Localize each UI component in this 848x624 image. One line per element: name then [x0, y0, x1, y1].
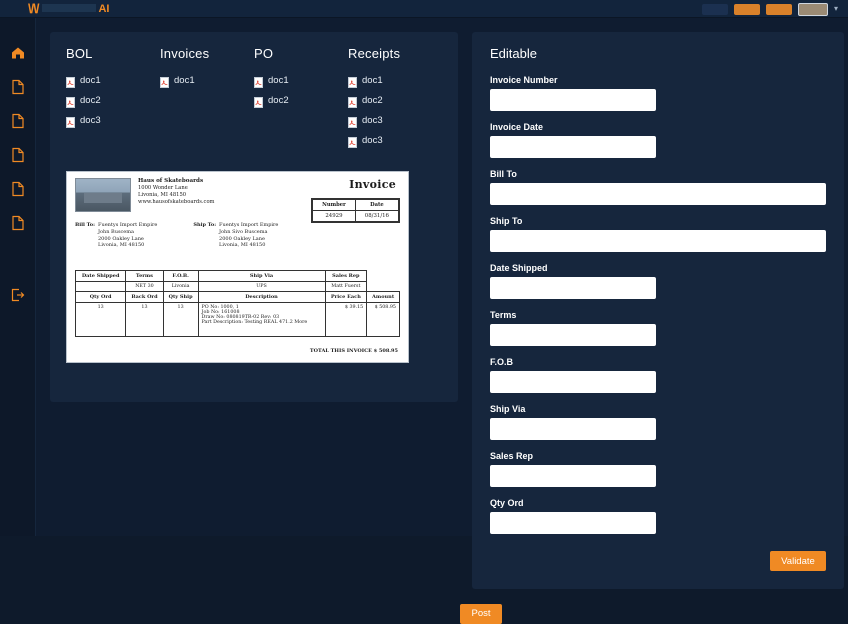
val-terms: NET 30	[126, 282, 163, 292]
list-item-label: doc2	[80, 95, 101, 106]
sidebar-item-documents-5[interactable]	[9, 214, 27, 232]
val-ship-via: UPS	[198, 282, 325, 292]
cell-back-ord: 13	[126, 303, 163, 337]
col-qty-ship: Qty Ship	[163, 292, 198, 303]
field-sales-rep	[490, 451, 656, 487]
topbar-chip-1[interactable]	[702, 4, 728, 15]
list-item[interactable]	[66, 95, 160, 106]
ship-to-lines	[219, 222, 278, 249]
field-date-shipped	[490, 263, 656, 299]
doc-column-receipts	[348, 46, 442, 155]
brand-bar	[42, 4, 96, 12]
pdf-icon	[348, 135, 357, 146]
logout-icon[interactable]	[9, 286, 27, 304]
ship-to-line-4: Livonia, MI 48150	[219, 242, 266, 249]
ship-via-input[interactable]	[490, 418, 656, 440]
document-columns	[66, 46, 442, 155]
field-label: Sales Rep	[490, 451, 534, 461]
col-terms: Terms	[126, 271, 163, 282]
brand-mark-icon: \/\/	[28, 1, 39, 16]
val-sales-rep: Matt Fuerst	[325, 282, 367, 292]
field-label: Bill To	[490, 169, 517, 179]
list-item-label: doc3	[80, 115, 101, 126]
pdf-icon	[160, 75, 169, 86]
list-item-label: doc3	[362, 135, 383, 146]
validate-row	[490, 551, 826, 571]
sidebar-item-documents-2[interactable]	[9, 112, 27, 130]
sidebar-item-home[interactable]	[9, 44, 27, 62]
cell-description	[198, 303, 325, 337]
field-invoice-date	[490, 122, 656, 158]
main-content	[36, 18, 848, 619]
brand-ai-label: AI	[98, 2, 110, 15]
bill-to-input[interactable]	[490, 183, 826, 205]
top-bar	[0, 0, 848, 18]
qty-ord-input[interactable]	[490, 512, 656, 534]
ship-to-block	[193, 222, 278, 249]
bill-to-lines	[98, 222, 157, 249]
cell-price-each: $ 39.15	[325, 303, 367, 337]
field-label: Terms	[490, 310, 517, 320]
field-label: Ship Via	[490, 404, 526, 414]
col-description: Description	[198, 292, 325, 303]
pdf-icon	[348, 75, 357, 86]
doc-column-po	[254, 46, 348, 155]
col-fob: F.O.B.	[163, 271, 198, 282]
date-header: Date	[355, 200, 398, 211]
list-item[interactable]	[348, 95, 442, 106]
field-label: Ship To	[490, 216, 523, 226]
list-item[interactable]	[348, 135, 442, 146]
pdf-icon	[348, 95, 357, 106]
list-item-label: doc1	[80, 75, 101, 86]
description-line-3: Draw No: 080819TR-02 Rev: 03	[201, 315, 280, 320]
number-header: Number	[313, 200, 356, 211]
invoice-terms-table	[75, 270, 400, 337]
col-amount: Amount	[367, 292, 400, 303]
list-item-label: doc3	[362, 115, 383, 126]
company-name: Haus of Skateboards	[138, 178, 204, 184]
table-row	[76, 271, 400, 282]
invoice-title: Invoice	[349, 178, 396, 191]
editable-form-panel	[472, 32, 844, 589]
invoice-number-date-table	[311, 198, 400, 223]
col-date-shipped: Date Shipped	[76, 271, 126, 282]
post-row	[50, 603, 834, 624]
date-value: 08/31/16	[355, 211, 398, 222]
invoice-number-input[interactable]	[490, 89, 656, 111]
bill-to-line-1: Fuentys Import Empire	[98, 222, 158, 228]
company-website: www.hausofskateboards.com	[138, 199, 215, 206]
user-avatar[interactable]	[798, 3, 828, 16]
number-value: 24929	[313, 211, 356, 222]
description-line-2: Job No: 161008	[201, 310, 240, 315]
field-label: Invoice Number	[490, 75, 558, 85]
bill-ship-block	[75, 222, 400, 249]
list-item[interactable]	[66, 75, 160, 86]
bill-to-line-2: John Buscema	[98, 228, 134, 235]
invoice-document	[67, 172, 408, 362]
date-shipped-input[interactable]	[490, 277, 656, 299]
invoice-total: TOTAL THIS INVOICE $ 508.95	[309, 348, 398, 354]
list-item[interactable]	[254, 95, 348, 106]
pdf-icon	[254, 95, 263, 106]
pdf-icon	[66, 75, 75, 86]
pdf-icon	[66, 115, 75, 126]
validate-button[interactable]: Validate	[770, 551, 826, 571]
table-row	[76, 282, 400, 292]
col-price-each: Price Each	[325, 292, 367, 303]
post-button[interactable]: Post	[460, 604, 502, 624]
top-bar-actions	[702, 0, 838, 18]
bill-to-line-3: 2000 Oakley Lane	[98, 235, 144, 242]
documents-panel	[50, 32, 458, 402]
description-line-4: Part Description: Testing REAL 471.2 More	[201, 320, 308, 325]
doc-column-title: BOL	[66, 46, 93, 61]
sidebar-item-documents-3[interactable]	[9, 146, 27, 164]
description-line-1: PO No: 1000, 1	[201, 305, 239, 310]
cell-qty-ord: 13	[76, 303, 126, 337]
company-address-2: Livonia, MI 48150	[138, 192, 187, 199]
pdf-icon	[254, 75, 263, 86]
pdf-icon	[348, 115, 357, 126]
table-row	[76, 292, 400, 303]
field-fob	[490, 357, 656, 393]
doc-column-title: Invoices	[160, 46, 210, 61]
panels-row	[50, 32, 834, 589]
col-sales-rep: Sales Rep	[325, 271, 367, 282]
ship-to-input[interactable]	[490, 230, 826, 252]
field-label: Invoice Date	[490, 122, 544, 132]
doc-column-title: PO	[254, 46, 274, 61]
list-item-label: doc2	[362, 95, 383, 106]
col-back-ord: Back Ord	[126, 292, 163, 303]
ship-to-label: Ship To:	[193, 222, 217, 228]
document-preview[interactable]	[66, 171, 409, 363]
left-nav-rail	[0, 18, 36, 536]
chevron-down-icon[interactable]: ▾	[833, 4, 838, 13]
field-label: F.O.B	[490, 357, 514, 367]
brand-logo[interactable]	[28, 0, 109, 18]
cell-amount: $ 508.95	[367, 303, 400, 337]
field-bill-to	[490, 169, 826, 205]
val-date-shipped	[76, 282, 126, 292]
sidebar-item-documents-1[interactable]	[9, 78, 27, 96]
field-ship-to	[490, 216, 826, 252]
field-invoice-number	[490, 75, 656, 111]
field-ship-via	[490, 404, 656, 440]
ship-to-line-2: John Sivo Buscema	[219, 228, 268, 235]
company-photo	[75, 178, 131, 212]
terms-input[interactable]	[490, 324, 656, 346]
field-qty-ord	[490, 498, 656, 534]
company-address-1: 1000 Wonder Lane	[138, 185, 188, 192]
ship-to-line-3: 2000 Oakley Lane	[219, 235, 265, 242]
bill-to-block	[75, 222, 157, 249]
sidebar-item-documents-4[interactable]	[9, 180, 27, 198]
table-row	[76, 303, 400, 337]
list-item-label: doc1	[174, 75, 195, 86]
bill-to-label: Bill To:	[75, 222, 95, 228]
ship-to-line-1: Fuentys Import Empire	[219, 222, 279, 228]
list-item[interactable]	[66, 115, 160, 126]
list-item-label: doc1	[362, 75, 383, 86]
list-item[interactable]	[160, 75, 254, 86]
topbar-chip-3[interactable]	[766, 4, 792, 15]
list-item[interactable]	[348, 115, 442, 126]
col-qty-ord: Qty Ord	[76, 292, 126, 303]
sales-rep-input[interactable]	[490, 465, 656, 487]
list-item-label: doc2	[268, 95, 289, 106]
form-grid	[490, 75, 826, 545]
brand-wordmark	[42, 3, 109, 15]
topbar-chip-2[interactable]	[734, 4, 760, 15]
company-block	[138, 178, 214, 206]
doc-column-bol	[66, 46, 160, 155]
field-label: Qty Ord	[490, 498, 524, 508]
page-title: Editable	[490, 46, 537, 61]
list-item-label: doc1	[268, 75, 289, 86]
col-ship-via: Ship Via	[198, 271, 325, 282]
doc-column-title: Receipts	[348, 46, 401, 61]
fob-input[interactable]	[490, 371, 656, 393]
list-item[interactable]	[348, 75, 442, 86]
cell-qty-ship: 13	[163, 303, 198, 337]
list-item[interactable]	[254, 75, 348, 86]
doc-column-invoices	[160, 46, 254, 155]
field-terms	[490, 310, 656, 346]
field-label: Date Shipped	[490, 263, 548, 273]
invoice-date-input[interactable]	[490, 136, 656, 158]
bill-to-line-4: Livonia, MI 48150	[98, 242, 145, 249]
pdf-icon	[66, 95, 75, 106]
val-fob: Livonia	[163, 282, 198, 292]
